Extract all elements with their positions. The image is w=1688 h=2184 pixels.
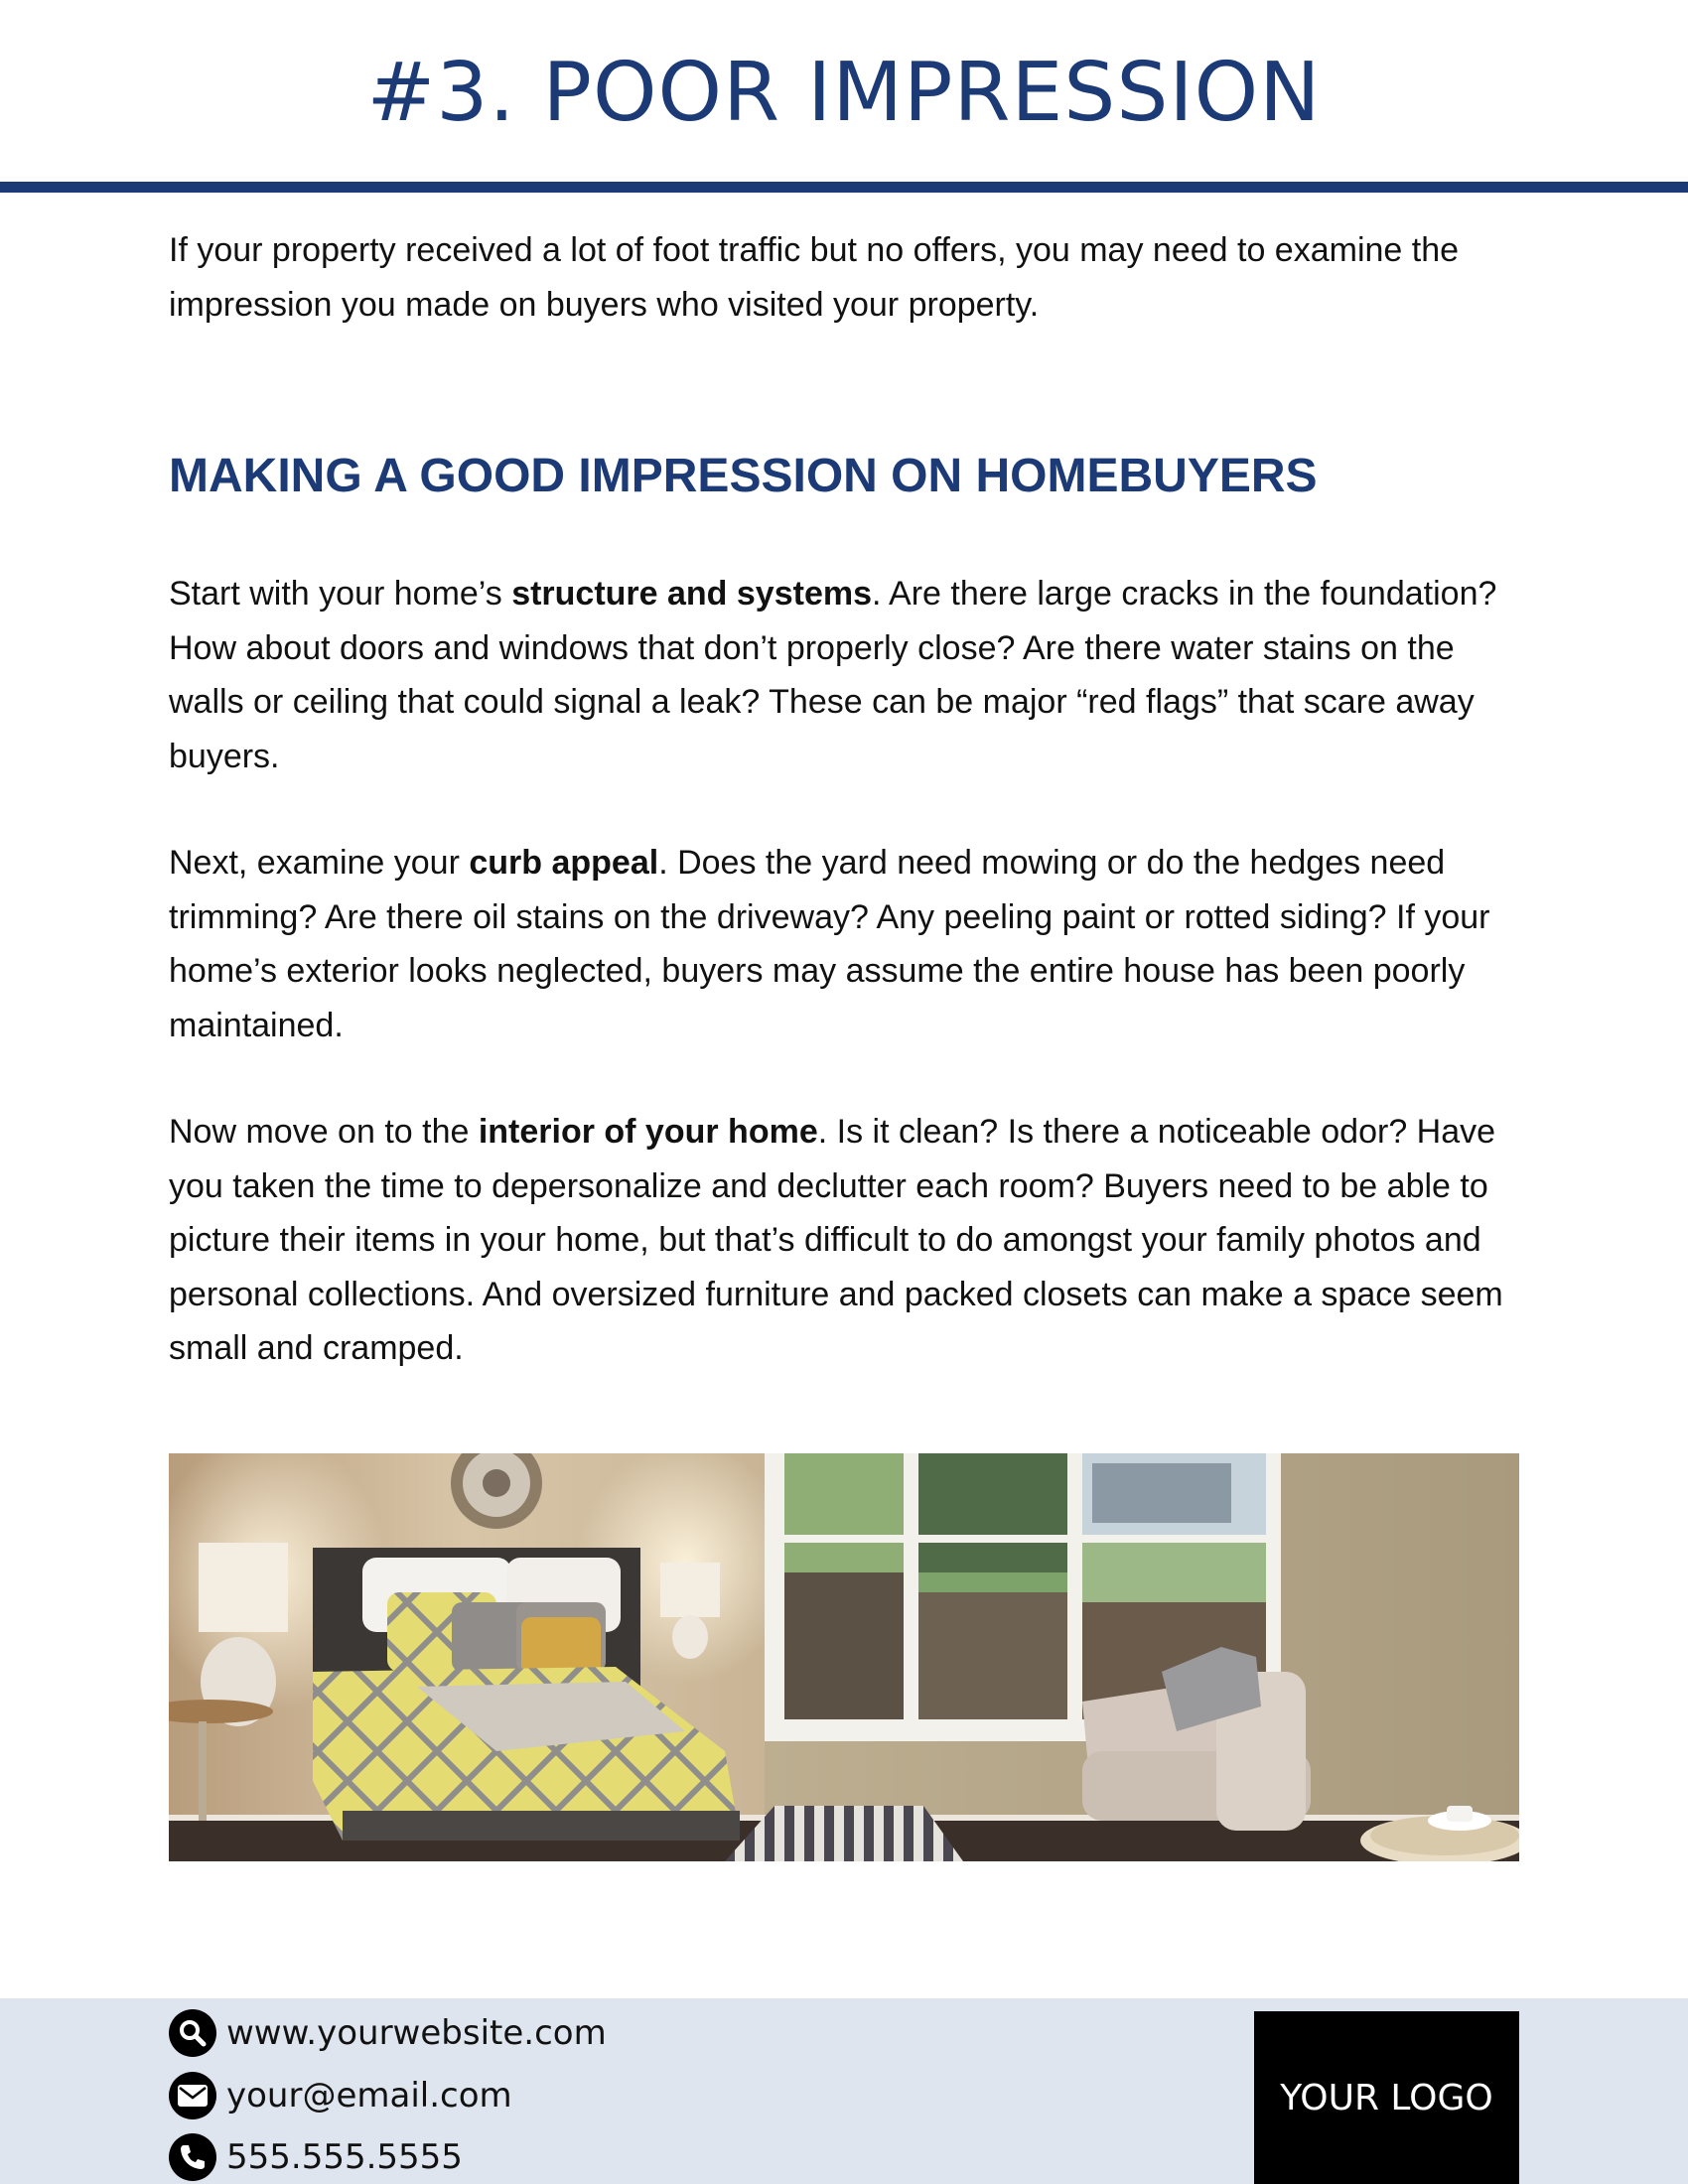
section-heading: MAKING A GOOD IMPRESSION ON HOMEBUYERS [169,450,1318,502]
logo-text: YOUR LOGO [1280,2077,1493,2118]
phone-number[interactable]: 555.555.5555 [226,2137,463,2177]
email-link[interactable]: your@email.com [226,2076,512,2116]
bedroom-photo [169,1453,1519,1861]
paragraph-text: . Is it clean? Is there a noticeable odor? Have you taken the time to depersonalize and declutter each room? Buyers need to be able to picture their items in your home, but that’s difficult to do amongst your family photos and personal collections. And oversized furniture and packed closets can make a space seem small and cramped. [169,1113,1503,1367]
contact-phone[interactable] [169,2132,463,2182]
phone-icon [169,2133,216,2181]
title-rule [0,182,1688,193]
paragraph-structure [169,567,1529,783]
intro-paragraph: If your property received a lot of foot traffic but no offers, you may need to examine the impression you made on buyers who visited your property. [169,231,1460,324]
website-link[interactable]: www.yourwebsite.com [226,2013,607,2053]
paragraph-text: . Are there large cracks in the foundation? How about doors and windows that don’t properly close? Are there water stains on the walls or ceiling that could signal a leak? These can be major “red flags” that scare away buyers. [169,575,1497,775]
paragraph-text: . Does the yard need mowing or do the hedges need trimming? Are there oil stains on the driveway? Any peeling paint or rotted siding? If your home’s exterior looks neglected, buyers may assume the entire house has been poorly maintained. [169,844,1490,1044]
paragraph-text: Next, examine your [169,844,470,882]
paragraph-text: Now move on to the [169,1113,479,1151]
page-title: #3. POOR IMPRESSION [366,46,1322,140]
logo-placeholder [1254,2011,1519,2184]
paragraph-interior [169,1105,1529,1376]
paragraph-bold-text: curb appeal [469,844,659,882]
contact-email[interactable] [169,2071,512,2120]
envelope-icon [169,2072,216,2119]
search-icon [169,2009,216,2057]
paragraph-text: Start with your home’s [169,575,512,613]
paragraph-curb-appeal [169,836,1529,1052]
paragraph-bold-text: interior of your home [478,1113,818,1151]
contact-website[interactable] [169,2008,607,2058]
paragraph-bold-text: structure and systems [511,575,872,613]
